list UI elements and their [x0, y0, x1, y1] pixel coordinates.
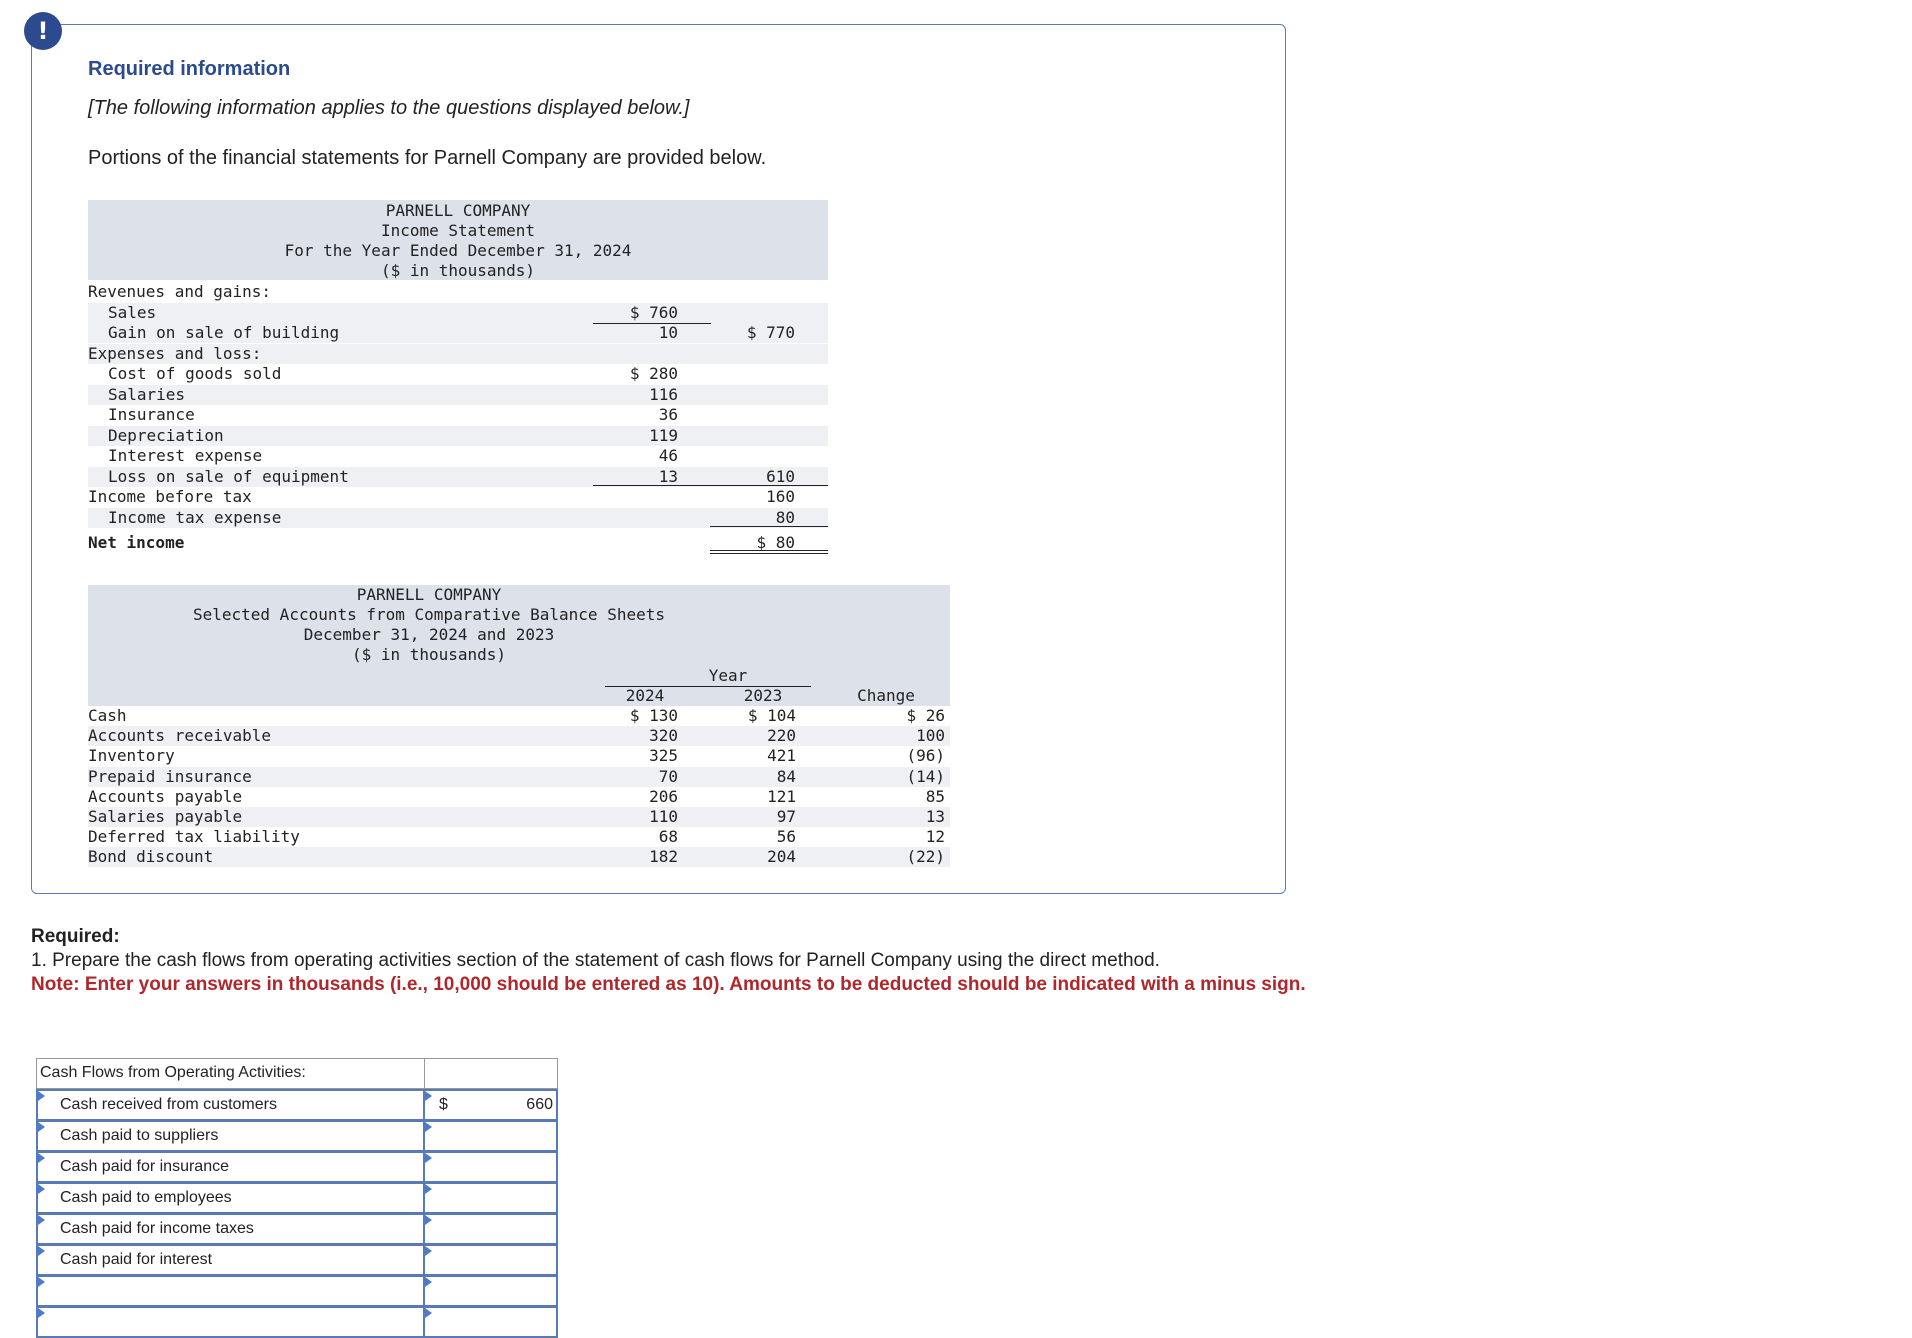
- balance-row-label: Salaries payable: [88, 807, 243, 826]
- cell-marker-icon: [38, 1184, 45, 1194]
- underline: [710, 526, 828, 527]
- cash-flow-label-cell[interactable]: [36, 1182, 425, 1214]
- income-row-label: Insurance: [108, 405, 195, 424]
- balance-row: [88, 827, 950, 847]
- income-row-label: Expenses and loss:: [88, 343, 262, 363]
- cash-flow-amount-input[interactable]: [423, 1244, 558, 1276]
- income-row-label: Net income: [88, 533, 185, 552]
- cell-marker-icon: [425, 1308, 432, 1318]
- balance-2024-value: $ 130: [629, 706, 678, 725]
- balance-2023-value: 56: [776, 827, 796, 847]
- balance-row: [88, 787, 950, 807]
- balance-change-value: (22): [906, 847, 945, 867]
- cash-flow-label: Cash paid to employees: [60, 1189, 232, 1206]
- balance-change-value: (96): [906, 746, 945, 766]
- cash-flow-label-cell[interactable]: [36, 1120, 425, 1152]
- balance-sheet-accounts: [88, 585, 950, 870]
- cell-marker-icon: [425, 1277, 432, 1287]
- balance-2023-value: 220: [767, 726, 796, 746]
- income-row-label: Interest expense: [108, 446, 263, 465]
- required-note: Note: Enter your answers in thousands (i.e., 10,000 should be entered as 10). Amounts to be deducted should be indicated with a minus sign.: [31, 974, 1306, 995]
- cash-flow-amount-input[interactable]: [423, 1089, 558, 1121]
- alert-icon: !: [24, 12, 62, 50]
- cash-flow-label: Cash paid for income taxes: [60, 1220, 254, 1237]
- statement-title: Income Statement: [380, 221, 536, 240]
- cell-marker-icon: [425, 1215, 432, 1225]
- balance-row: [88, 726, 950, 746]
- balance-change-value: 13: [925, 807, 945, 826]
- required-section: [31, 925, 1321, 997]
- income-row-label: Income tax expense: [108, 507, 282, 527]
- cash-flow-label-cell[interactable]: [36, 1306, 425, 1338]
- required-information-title: Required information: [88, 58, 291, 80]
- cash-flow-label: Cash paid to suppliers: [60, 1127, 219, 1144]
- cash-flow-amount: 660: [526, 1096, 553, 1113]
- income-row-label: Cost of goods sold: [108, 364, 282, 383]
- statement-title: Selected Accounts from Comparative Balance Sheets: [192, 605, 665, 624]
- cell-marker-icon: [38, 1277, 45, 1287]
- cell-marker-icon: [38, 1122, 45, 1132]
- income-row: [88, 303, 828, 323]
- balance-2024-value: 110: [649, 807, 678, 826]
- cash-flow-label: Cash paid for interest: [60, 1251, 213, 1268]
- balance-row: [88, 767, 950, 787]
- cash-flow-amount-input[interactable]: [423, 1275, 558, 1307]
- cell-marker-icon: [38, 1153, 45, 1163]
- balance-row: [88, 807, 950, 827]
- balance-row-label: Accounts receivable: [88, 726, 272, 746]
- income-row-amount: 46: [658, 446, 678, 465]
- statement-period: For the Year Ended December 31, 2024: [284, 241, 632, 260]
- balance-change-value: 85: [925, 786, 945, 806]
- balance-row: [88, 847, 950, 867]
- cash-flows-header-cell: [36, 1058, 425, 1089]
- balance-row-label: Bond discount: [88, 847, 214, 867]
- company-name: PARNELL COMPANY: [356, 585, 502, 604]
- income-row: [88, 323, 828, 343]
- income-row: [88, 508, 828, 528]
- underline: [593, 323, 711, 324]
- cell-marker-icon: [425, 1122, 432, 1132]
- balance-2024-value: 325: [649, 746, 678, 766]
- income-row-amount: 10: [658, 323, 678, 342]
- income-row-total: 80: [775, 507, 795, 527]
- balance-2023-value: $ 104: [747, 706, 796, 725]
- balance-2024-value: 68: [658, 827, 678, 847]
- balance-2023-value: 121: [767, 786, 796, 806]
- balance-2024-value: 320: [649, 726, 678, 746]
- amount-header-cell: [424, 1058, 558, 1089]
- cash-flow-label-cell[interactable]: [36, 1151, 425, 1183]
- col-2023: 2023: [743, 686, 783, 705]
- income-row: [88, 405, 828, 425]
- cash-flow-label-cell[interactable]: [36, 1213, 425, 1245]
- cell-marker-icon: [425, 1184, 432, 1194]
- required-heading: Required:: [31, 926, 120, 947]
- balance-row-label: Inventory: [88, 746, 175, 766]
- cash-flow-label: Cash paid for insurance: [60, 1158, 229, 1175]
- balance-2024-value: 206: [649, 786, 678, 806]
- balance-2024-value: 70: [658, 766, 678, 786]
- income-row-total: $ 770: [746, 323, 795, 342]
- income-row-total: 610: [766, 466, 795, 486]
- balance-row-label: Prepaid insurance: [88, 766, 252, 786]
- underline: [593, 485, 711, 486]
- income-row: [88, 282, 828, 302]
- balance-change-value: 100: [916, 726, 945, 746]
- balance-row-label: Deferred tax liability: [88, 827, 300, 847]
- balance-2024-value: 182: [649, 847, 678, 867]
- income-row-amount: 36: [658, 405, 678, 424]
- income-row: [88, 487, 828, 507]
- income-row-label: Depreciation: [108, 425, 224, 445]
- income-row-label: Revenues and gains:: [88, 282, 272, 301]
- balance-row-label: Accounts payable: [88, 786, 243, 806]
- balance-row-label: Cash: [88, 706, 127, 725]
- income-statement-header: [88, 200, 828, 280]
- balance-sheet-header: [88, 585, 950, 706]
- cash-flow-amount-input[interactable]: [423, 1151, 558, 1183]
- income-row-amount: $ 760: [629, 302, 678, 322]
- cell-marker-icon: [38, 1215, 45, 1225]
- cash-flow-amount-input[interactable]: [423, 1120, 558, 1152]
- statement-period: December 31, 2024 and 2023: [303, 625, 555, 644]
- balance-change-value: (14): [906, 766, 945, 786]
- income-row-label: Gain on sale of building: [108, 323, 340, 342]
- balance-2023-value: 204: [767, 847, 796, 867]
- income-row-amount: 116: [649, 384, 678, 404]
- income-row: [88, 446, 828, 466]
- intro-text: Portions of the financial statements for Parnell Company are provided below.: [88, 147, 767, 169]
- income-row-amount: 13: [658, 466, 678, 486]
- currency-symbol: $: [439, 1096, 448, 1113]
- income-row: [88, 344, 828, 364]
- statement-units: ($ in thousands): [351, 645, 507, 664]
- double-underline: [710, 550, 828, 554]
- cash-flow-label-cell[interactable]: [36, 1244, 425, 1276]
- income-row: [88, 364, 828, 384]
- balance-2023-value: 84: [776, 766, 796, 786]
- balance-row: [88, 746, 950, 766]
- cash-flow-amount-input[interactable]: [423, 1182, 558, 1214]
- income-row-label: Loss on sale of equipment: [108, 466, 349, 486]
- cell-marker-icon: [425, 1091, 432, 1101]
- underline: [710, 485, 828, 486]
- balance-2023-value: 421: [767, 746, 796, 766]
- income-row-amount: $ 280: [629, 364, 678, 383]
- cell-marker-icon: [425, 1246, 432, 1256]
- income-row-total: 160: [766, 487, 795, 506]
- cash-flow-label-cell[interactable]: [36, 1089, 425, 1121]
- income-row-amount: 119: [649, 425, 678, 445]
- cell-marker-icon: [425, 1153, 432, 1163]
- col-change: Change: [857, 686, 915, 705]
- info-applies-note: [The following information applies to the questions displayed below.]: [88, 97, 690, 119]
- cell-marker-icon: [38, 1308, 45, 1318]
- income-row-label: Sales: [108, 302, 157, 322]
- statement-units: ($ in thousands): [380, 261, 536, 280]
- cash-flow-label: Cash received from customers: [60, 1096, 277, 1113]
- col-2024: 2024: [625, 686, 665, 705]
- year-label: Year: [708, 666, 748, 685]
- company-name: PARNELL COMPANY: [385, 201, 531, 220]
- balance-2023-value: 97: [776, 807, 796, 826]
- income-row-label: Income before tax: [88, 487, 252, 506]
- cell-marker-icon: [38, 1091, 45, 1101]
- cell-marker-icon: [38, 1246, 45, 1256]
- income-row-label: Salaries: [108, 384, 186, 404]
- income-row: [88, 426, 828, 446]
- balance-change-value: 12: [925, 827, 945, 847]
- income-row-total: $ 80: [756, 533, 795, 552]
- cash-flow-amount-input[interactable]: [423, 1213, 558, 1245]
- cash-flow-label-cell[interactable]: [36, 1275, 425, 1307]
- income-row: [88, 385, 828, 405]
- income-statement: [88, 200, 828, 560]
- income-row: [88, 467, 828, 487]
- cash-flow-amount-input[interactable]: [423, 1306, 558, 1338]
- balance-change-value: $ 26: [906, 706, 945, 725]
- required-question: 1. Prepare the cash flows from operating activities section of the statement of cash flows for Parnell Company using the direct method.: [31, 950, 1160, 971]
- balance-row: [88, 706, 950, 726]
- cash-flows-header: Cash Flows from Operating Activities:: [40, 1064, 306, 1081]
